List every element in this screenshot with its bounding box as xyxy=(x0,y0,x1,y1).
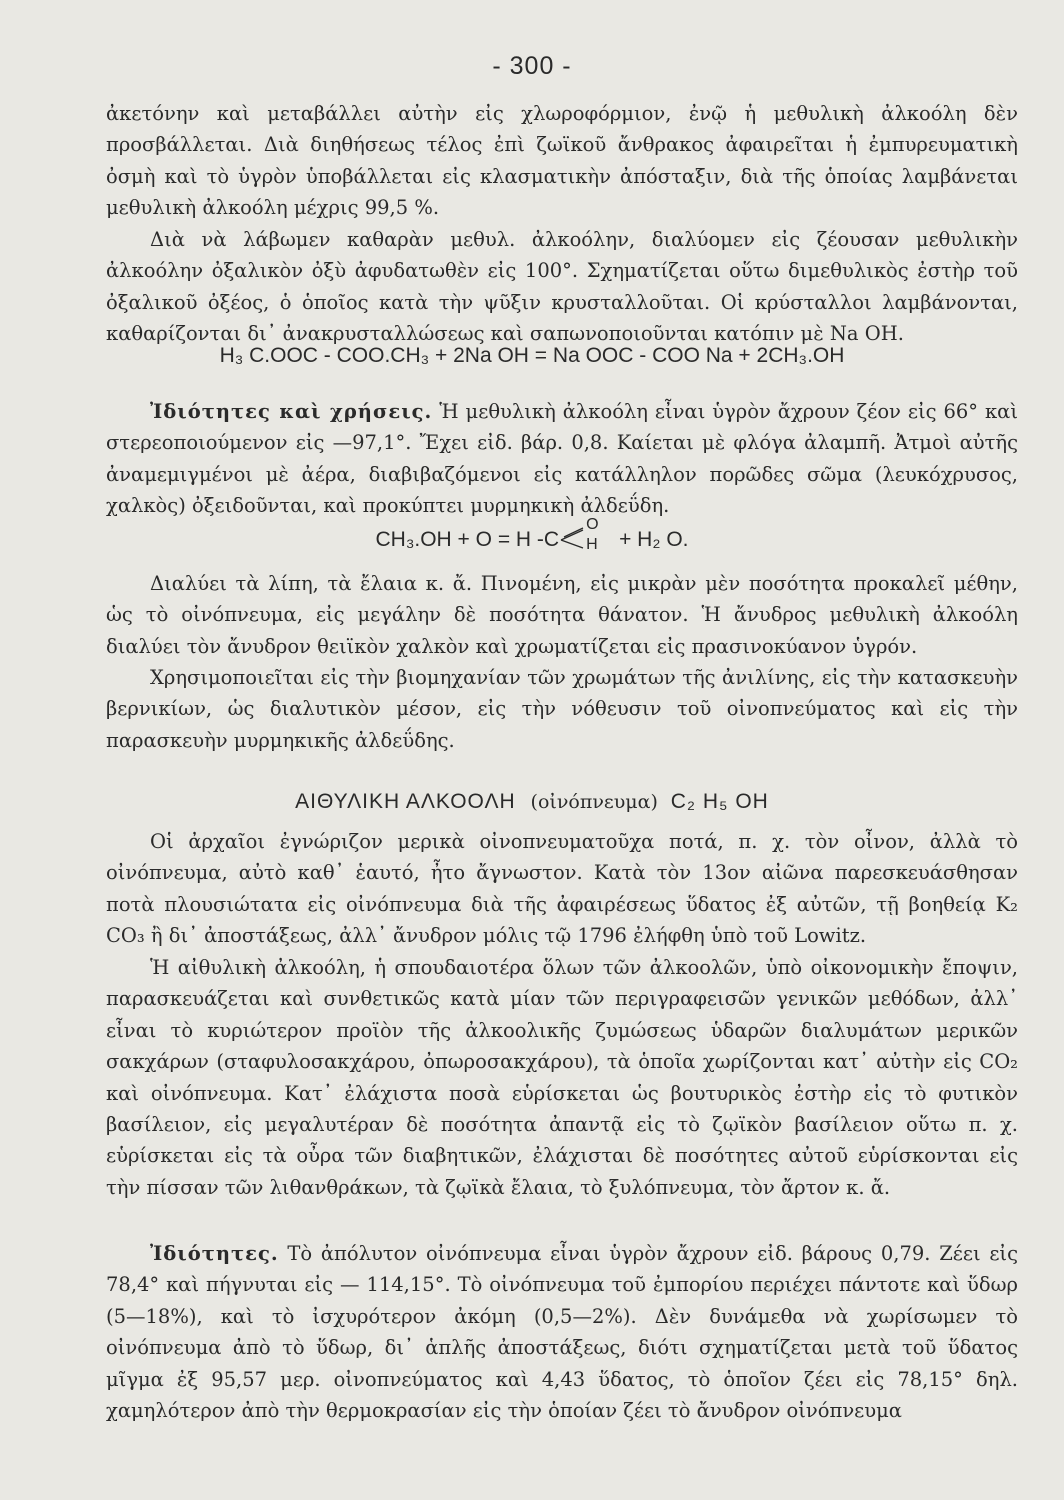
paragraph-text: Διὰ νὰ λάβωμεν καθαρὰν μεθυλ. ἀλκοόλην, διαλύομεν εἰς ζέουσαν μεθυλικὴν ἀλκοόλην ὀξαλικὸν ὀξὺ ἀφυδατωθὲν εἰς 100°. Σχηματίζεται οὕτω διμεθυλικὸς ἐστὴρ τοῦ ὀξαλικοῦ ὀξέος, ὁ ὁποῖος κατὰ τὴν ψῦξιν κρυσταλλοῦται. Οἱ κρύσταλλοι λαμβάνονται, καθαρίζονται δι᾽ ἀνακρυσταλλώσεως καὶ σαπωνοποιοῦνται κατόπιν μὲ Na OH. xyxy=(106,228,1018,346)
aldehyde-oxygen: O xyxy=(586,516,599,533)
paragraph-text: ἀκετόνην καὶ μεταβάλλει αὐτὴν εἰς χλωροφόρμιον, ἐνῷ ἡ μεθυλικὴ ἀλκοόλη δὲν προσβάλλεται. Διὰ διηθήσεως τέλος ἐπὶ ζωϊκοῦ ἄνθρακος ἀφαιρεῖται ἡ ἐμπυρευματικὴ ὀσμὴ καὶ τὸ ὑγρὸν ὑποβάλλεται εἰς κλασματικὴν ἀπόσταξιν, διὰ τῆς ὁποίας λαμβάνεται μεθυλικὴ ἀλκοόλη μέχρις 99,5 %. xyxy=(106,102,1018,220)
double-bond-branch-icon xyxy=(559,524,585,554)
paragraph-methanol-effects xyxy=(106,568,1018,662)
aldehyde-group xyxy=(559,516,619,554)
section-heading-ethanol xyxy=(0,790,1064,814)
paragraph-methanol-uses xyxy=(106,662,1018,756)
heading-formula: C₂ H₅ OH xyxy=(670,790,769,813)
paragraph-text: Ἡ μεθυλικὴ ἀλκοόλη εἶναι ὑγρὸν ἄχρουν ζέον εἰς 66° καὶ στερεοποιούμενον εἰς —97,1°. Ἔχει εἰδ. βάρ. 0,8. Καίεται μὲ φλόγα ἀλαμπῆ. Ἀτμοὶ αὐτῆς ἀναμεμιγμένοι μὲ ἀέρα, διαβιβαζόμενοι εἰς κατάλληλον πορῶδες σῶμα (λευκόχρυσος, χαλκὸς) ὀξειδοῦνται, καὶ προκύπτει μυρμηκικὴ ἀλδεΰδη. xyxy=(106,400,1018,518)
formula-right: + H₂ O. xyxy=(619,528,689,551)
paragraph-text: Οἱ ἀρχαῖοι ἐγνώριζον μερικὰ οἰνοπνευματοῦχα ποτά, π. χ. τὸν οἶνον, ἀλλὰ τὸ οἰνόπνευμα, αὐτὸ καθ᾽ ἑαυτό, ἦτο ἄγνωστον. Κατὰ τὸν 13ον αἰῶνα παρεσκευάσθησαν ποτὰ πλουσιώτατα εἰς οἰνόπνευμα διὰ τῆς ἀφαιρέσεως ὕδατος ἐξ αὐτῶν, τῇ βοηθείᾳ K₂ CO₃ ἢ δι᾽ ἀποστάξεως, ἀλλ᾽ ἄνυδρον μόλις τῷ 1796 ἐλήφθη ὑπὸ τοῦ Lowitz. xyxy=(106,830,1018,948)
paragraph-ethanol-properties xyxy=(106,1238,1018,1426)
heading-title: ΑΙΘΥΛΙΚΗ ΑΛΚΟΟΛΗ xyxy=(295,790,516,813)
paragraph-methanol-properties xyxy=(106,396,1018,522)
formula-formaldehyde xyxy=(0,516,1064,554)
formula-oxalate-saponification: H₃ C.OOC - COO.CH₃ + 2Na OH = Na OOC - COO Na + 2CH₃.OH xyxy=(219,344,845,367)
formula-left: CH₃.OH + O = H -C xyxy=(375,528,560,551)
heading-alt-name: (οἰνόπνευμα) xyxy=(530,791,658,813)
section-label: Ἰδιότητες. xyxy=(150,1242,279,1265)
paragraph-text: Ἡ αἰθυλικὴ ἀλκοόλη, ἡ σπουδαιοτέρα ὅλων τῶν ἀλκοολῶν, ὑπὸ οἰκονομικὴν ἔποψιν, παρασκευάζεται καὶ συνθετικῶς κατὰ μίαν τῶν περιγραφεισῶν γενικῶν μεθόδων, ἀλλ᾽ εἶναι τὸ κυριώτερον προϊὸν τῆς ἀλκοολικῆς ζυμώσεως ὑδαρῶν διαλυμάτων μερικῶν σακχάρων (σταφυλοσακχάρου, ὀπωροσακχάρου), τὰ ὁποῖα χωρίζονται κατ᾽ αὐτὴν εἰς CO₂ καὶ οἰνόπνευμα. Κατ᾽ ἐλάχιστα ποσὰ εὑρίσκεται ὡς βουτυρικὸς ἐστὴρ εἰς τὸ φυτικὸν βασίλειον, εἰς μεγαλυτέραν δὲ ποσότητα ἀπαντᾷ εἰς τὸ ζῳϊκὸν βασίλειον οὕτω π. χ. εὑρίσκεται εἰς τὰ οὖρα τῶν διαβητικῶν, ἐλάχισται δὲ ποσότητες αὐτοῦ εὑρίσκονται εἰς τὴν πίσσαν τῶν λιθανθράκων, τὰ ζῳϊκὰ ἔλαια, τὸ ξυλόπνευμα, τὸν ἄρτον κ. ἄ. xyxy=(106,956,1018,1199)
page-number: - 300 - xyxy=(492,52,572,80)
paragraph-text: Τὸ ἀπόλυτον οἰνόπνευμα εἶναι ὑγρὸν ἄχρουν εἰδ. βάρους 0,79. Ζέει εἰς 78,4° καὶ πήγνυται εἰς — 114,15°. Τὸ οἰνόπνευμα τοῦ ἐμπορίου περιέχει πάντοτε καὶ ὕδωρ (5—18%), καὶ τὸ ἰσχυρότερον ἀκόμη (0,5—2%). Δὲν δυνάμεθα νὰ χωρίσωμεν τὸ οἰνόπνευμα ἀπὸ τὸ ὕδωρ, δι᾽ ἁπλῆς ἀποστάξεως, διότι σχηματίζεται μετὰ τοῦ ὕδατος μῖγμα ἐξ 95,57 μερ. οἰνοπνεύματος καὶ 4,43 ὕδατος, τὸ ὁποῖον ζέει εἰς 78,15° δηλ. χαμηλότερον ἀπὸ τὴν θερμοκρασίαν εἰς τὴν ὁποίαν ζέει τὸ ἄνυδρον οἰνόπνευμα xyxy=(106,1242,1019,1423)
paragraph-ethanol-occurrence xyxy=(106,952,1018,1203)
aldehyde-hydrogen: H xyxy=(586,536,598,553)
paragraph-text: Χρησιμοποιεῖται εἰς τὴν βιομηχανίαν τῶν χρωμάτων τῆς ἀνιλίνης, εἰς τὴν κατασκευὴν βερνικίων, ὡς διαλυτικὸν μέσον, εἰς τὴν νόθευσιν τοῦ οἰνοπνεύματος καὶ εἰς τὴν παρασκευὴν μυρμηκικῆς ἀλδεΰδης. xyxy=(106,666,1018,752)
paragraph-oxalic-method xyxy=(106,224,1018,350)
paragraph-text: Διαλύει τὰ λίπη, τὰ ἔλαια κ. ἄ. Πινομένη, εἰς μικρὰν μὲν ποσότητα προκαλεῖ μέθην, ὡς τὸ οἰνόπνευμα, εἰς μεγάλην δὲ ποσότητα θάνατον. Ἡ ἄνυδρος μεθυλικὴ ἀλκοόλη διαλύει τὸν ἄνυδρον θειϊκὸν χαλκὸν καὶ χρωματίζεται εἰς πρασινοκύανον ὑγρόν. xyxy=(106,572,1018,658)
paragraph-methanol-purification xyxy=(106,98,1018,224)
paragraph-ethanol-history xyxy=(106,826,1018,952)
section-label: Ἰδιότητες καὶ χρήσεις. xyxy=(150,400,433,423)
